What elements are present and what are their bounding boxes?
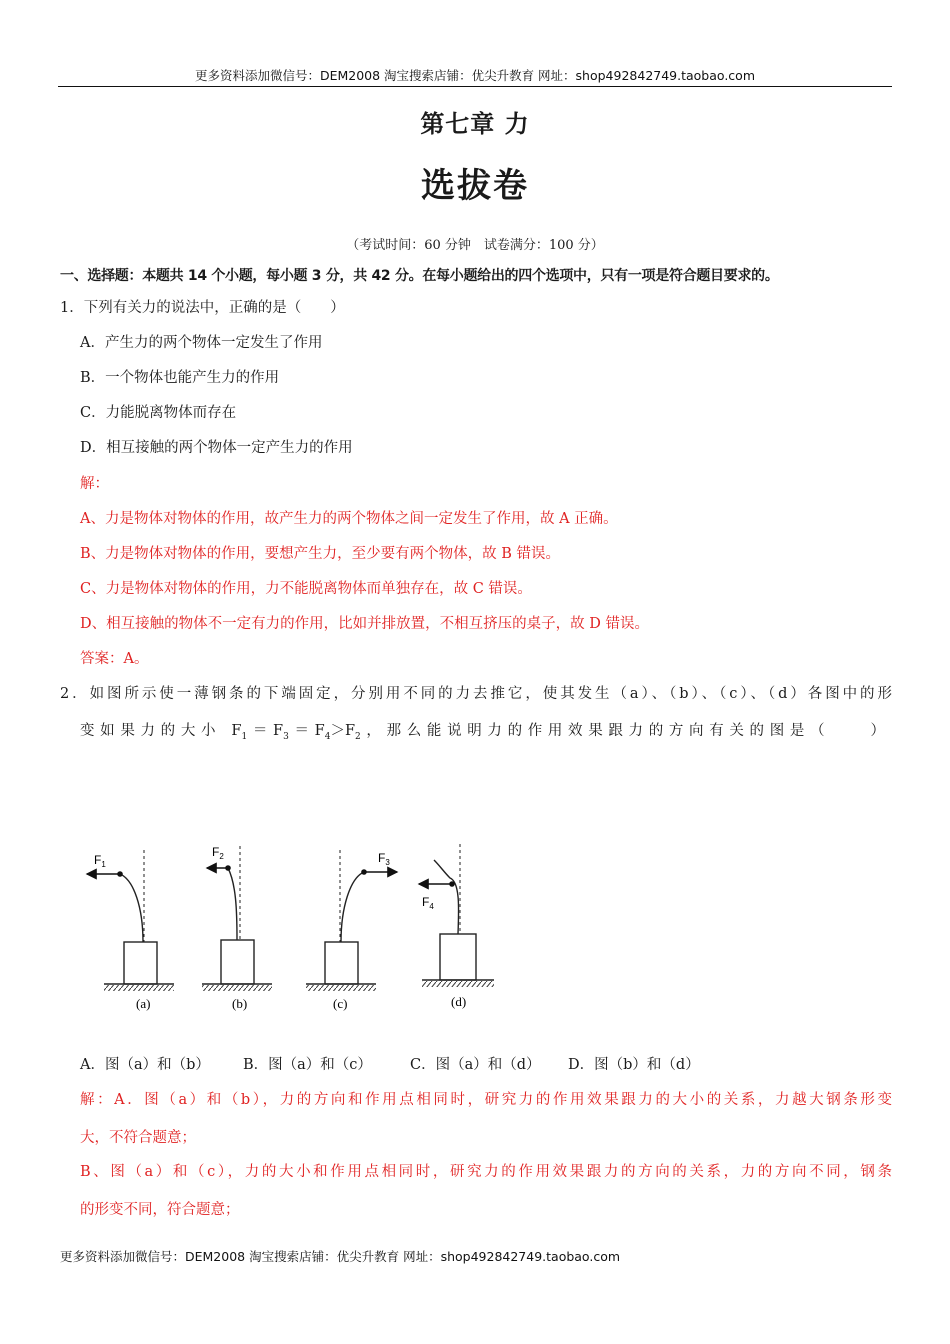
q1-option-b: B．一个物体也能产生力的作用 [80, 370, 280, 386]
steel-strip-figure [76, 838, 506, 1018]
label-f2: $F_2$ [212, 845, 224, 861]
label-f4: $F_4$ [422, 895, 434, 911]
q2-stem-line2: 变如果力的大小 $F_1=F_3=F_4>F_2$，那么能说明力的作用效果跟力的方向有关的图是（ ） [80, 723, 886, 742]
q1-solution-d: D、相互接触的物体不一定有力的作用，比如并排放置，不相互挤压的桌子，故 D 错误。 [80, 616, 649, 632]
q1-solution-label: 解： [80, 476, 109, 492]
section-heading: 一、选择题：本题共 14 个小题，每小题 3 分，共 42 分。在每小题给出的四个选项中，只有一项是符合题目要求的。 [60, 268, 779, 284]
q1-answer: 答案：A。 [80, 651, 149, 667]
exam-info: （考试时间：60 分钟 试卷满分：100 分） [346, 238, 604, 253]
q1-stem: 1．下列有关力的说法中，正确的是（ ） [60, 300, 345, 316]
label-b: (b) [232, 996, 248, 1011]
label-d: (d) [451, 994, 467, 1009]
q2-solution-a-line2: 大，不符合题意； [80, 1130, 196, 1146]
q1-solution-b: B、力是物体对物体的作用，要想产生力，至少要有两个物体，故 B 错误。 [80, 546, 561, 562]
page-header: 更多资料添加微信号：DEM2008 淘宝搜索店铺：优尖升教育 网址：shop492842749.taobao.com [194, 68, 756, 83]
q2-solution-a-line1: 解：A．图（a）和（b），力的方向和作用点相同时，研究力的作用效果跟力的大小的关系，力越大钢条形变 [80, 1092, 892, 1108]
label-f1: $F_1$ [94, 853, 106, 869]
label-a: (a) [136, 996, 151, 1011]
q2-option-a: A．图（a）和（b） [80, 1057, 210, 1073]
q2-option-c: C．图（a）和（d） [410, 1057, 541, 1073]
header-divider [58, 86, 892, 87]
q1-option-c: C．力能脱离物体而存在 [80, 405, 237, 421]
label-f3: $F_3$ [378, 851, 390, 867]
figure-d [419, 844, 494, 1009]
figure-a [87, 850, 174, 1011]
q2-stem-line1: 2．如图所示使一薄钢条的下端固定，分别用不同的力去推它，使其发生（a）、（b）、（c）、（d）各图中的形 [60, 686, 892, 702]
paper-title: 选拔卷 [421, 166, 529, 206]
q2-option-d: D．图（b）和（d） [568, 1057, 700, 1073]
figure-b [202, 845, 272, 1011]
figure-c [306, 850, 397, 1011]
q2-solution-b-line1: B、图（a）和（c），力的大小和作用点相同时，研究力的作用效果跟力的方向的关系，力的方向不同，钢条 [80, 1164, 892, 1180]
chapter-title: 第七章 力 [420, 109, 530, 138]
q2-solution-b-line2: 的形变不同，符合题意； [80, 1202, 240, 1218]
q1-option-a: A．产生力的两个物体一定发生了作用 [80, 335, 323, 351]
page-footer: 更多资料添加微信号：DEM2008 淘宝搜索店铺：优尖升教育 网址：shop492842749.taobao.com [60, 1249, 621, 1264]
q1-solution-a: A、力是物体对物体的作用，故产生力的两个物体之间一定发生了作用，故 A 正确。 [80, 511, 618, 527]
label-c: (c) [333, 996, 348, 1011]
q1-option-d: D．相互接触的两个物体一定产生力的作用 [80, 440, 353, 456]
q2-option-b: B．图（a）和（c） [243, 1057, 372, 1073]
q1-solution-c: C、力是物体对物体的作用，力不能脱离物体而单独存在，故 C 错误。 [80, 581, 532, 597]
